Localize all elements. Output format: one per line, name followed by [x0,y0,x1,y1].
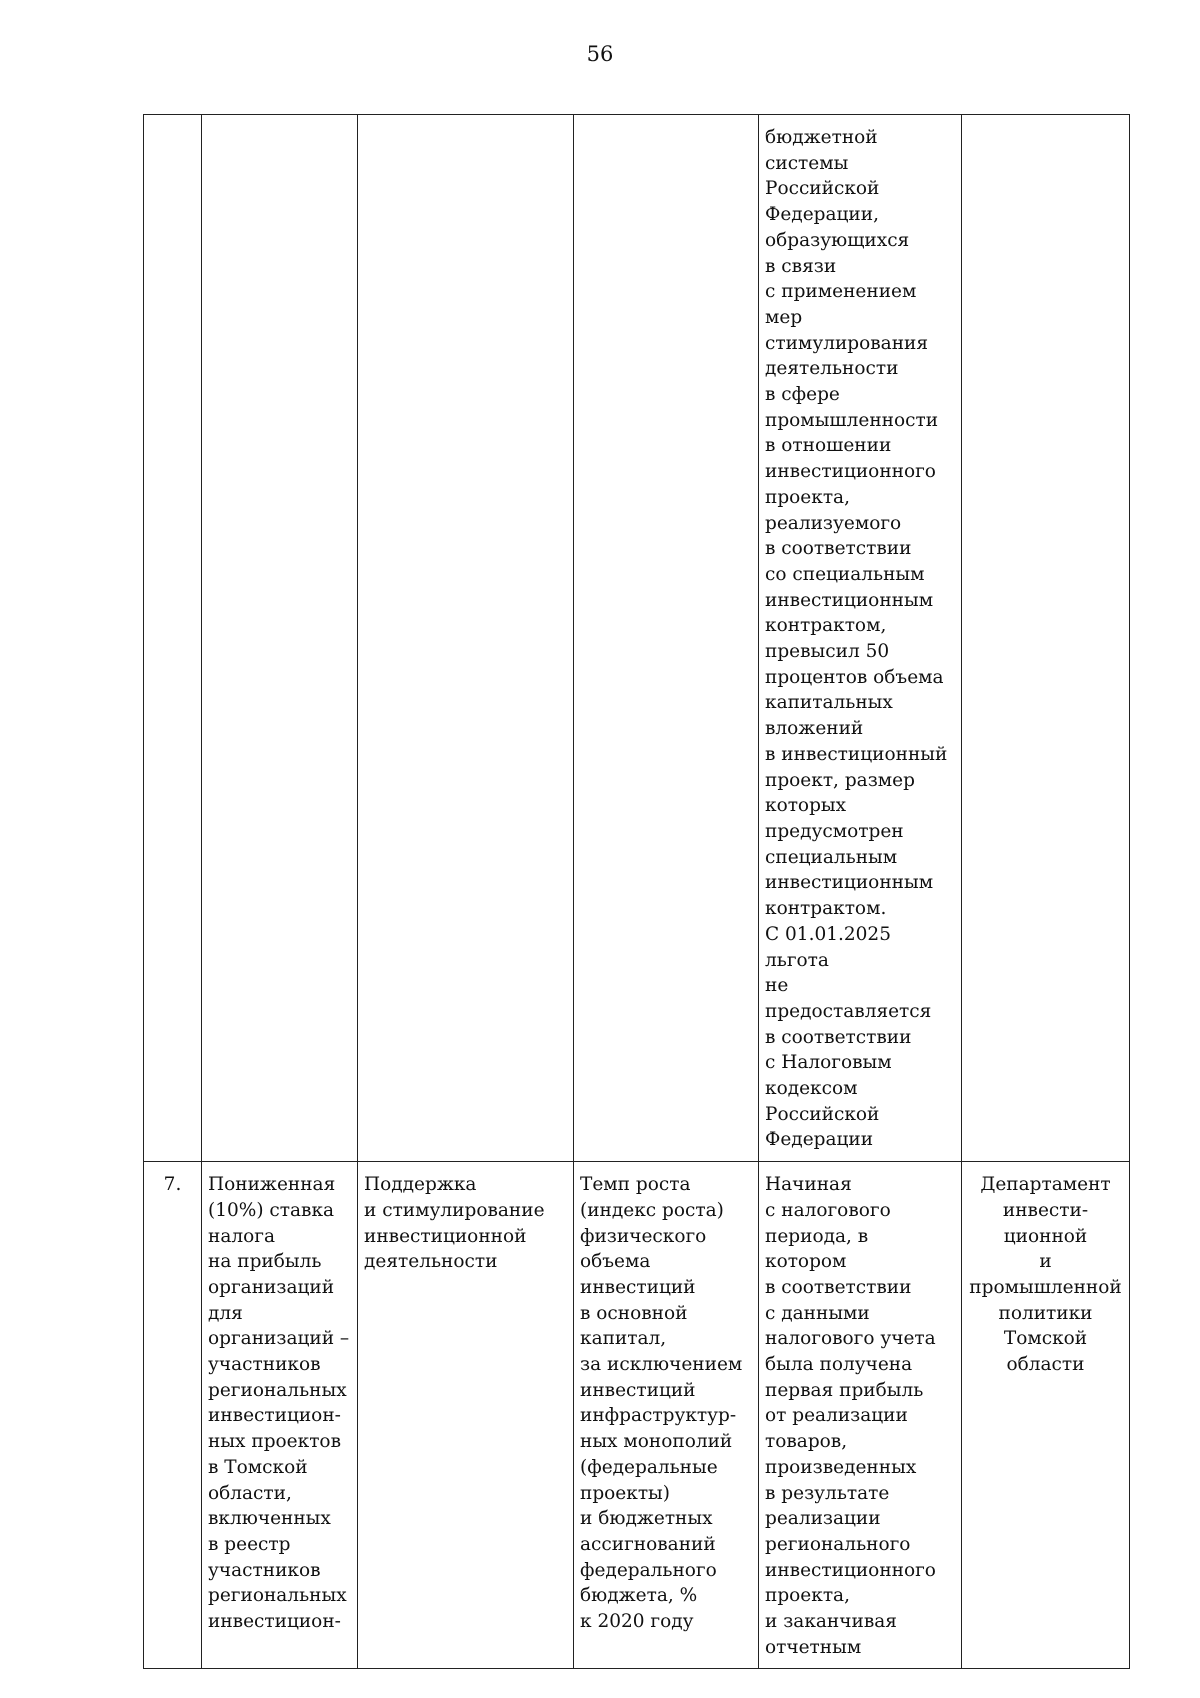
row-number-cell: 7. [144,1162,202,1669]
benefit-name-cell [202,115,358,1162]
indicator-cell: Темп роста (индекс роста) физического объема инвестиций в основной капитал, за исключением инвестиций инфраструктур- ных монополий (федеральные проекты) и бюджетных ассигнований федерального бюджета, % к 2020 году [574,1162,759,1669]
curator-cell: Департамент инвести- ционной и промышленной политики Томской области [962,1162,1130,1669]
validity-period-cell: Начиная с налогового периода, в котором в соответствии с данными налогового учета была получена первая прибыль от реализации товаров, произведенных в результате реализации регионального инвестиционного проекта, и заканчивая отчетным [759,1162,962,1669]
indicator-cell [574,115,759,1162]
page-number: 56 [586,42,614,66]
validity-period-cell: бюджетной системы Российской Федерации, образующихся в связи с применением мер стимулирования деятельности в сфере промышленности в отношении инвестиционного проекта, реализуемого в соответствии со специальным инвестиционным контрактом, превысил 50 процентов объема капитальных вложений в инвестиционный проект, размер которых предусмотрен специальным инвестиционным контрактом. С 01.01.2025 льгота не предоставляется в соответствии с Налоговым кодексом Российской Федерации [759,115,962,1162]
benefit-goal-cell: Поддержка и стимулирование инвестиционной деятельности [358,1162,574,1669]
tax-benefits-table [143,114,1130,1669]
benefit-goal-cell [358,115,574,1162]
row-number-cell [144,115,202,1162]
benefit-name-cell: Пониженная (10%) ставка налога на прибыль организаций для организаций – участников региональных инвестицион- ных проектов в Томской области, включенных в реестр участников региональных инвестицион- [202,1162,358,1669]
table-row [144,115,1130,1162]
curator-cell [962,115,1130,1162]
table-row [144,1162,1130,1669]
